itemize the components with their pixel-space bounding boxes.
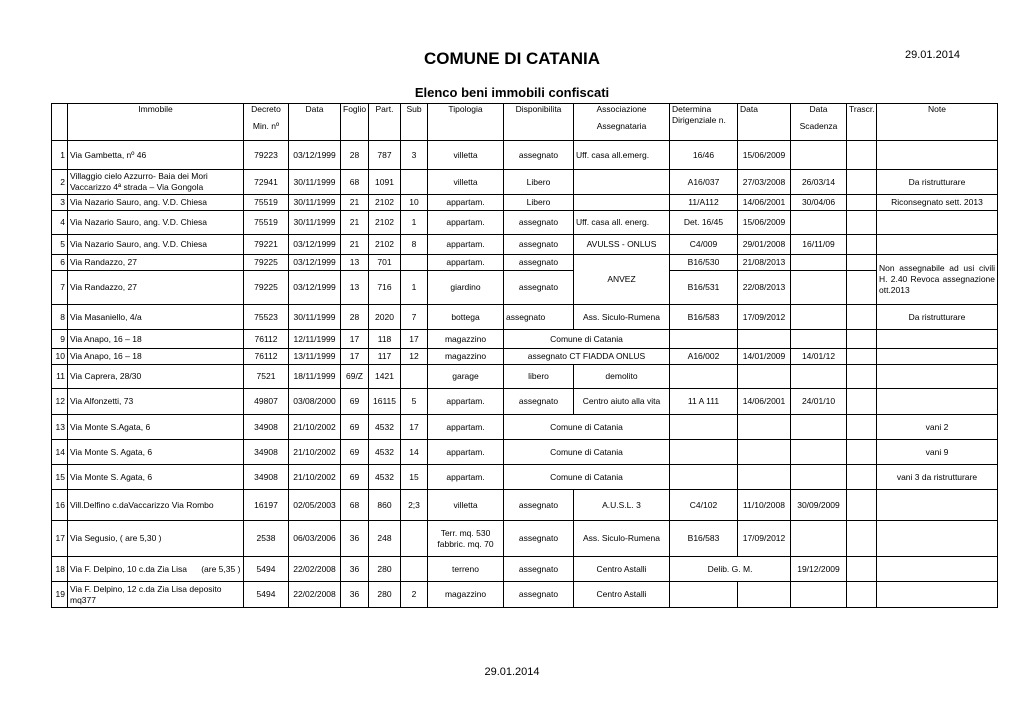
table-row: 10 Via Anapo, 16 – 18 76112 13/11/1999 17 117 12 magazzino assegnato CT FIADDA ONLUS A16/002 14/01/2009 14/01/12 xyxy=(52,349,998,365)
table-row: 19 Via F. Delpino, 12 c.da Zia Lisa deposito mq377 5494 22/02/2008 36 280 2 magazzino assegnato Centro Astalli xyxy=(52,582,998,608)
table-row: 16 Vill.Delfino c.daVaccarizzo Via Rombo 16197 02/05/2003 68 860 2;3 villetta assegnato A.U.S.L. 3 C4/102 11/10/2008 30/09/2009 xyxy=(52,490,998,521)
table-row: 7 Via Randazzo, 27 79225 03/12/1999 13 716 1 giardino assegnato B16/531 22/08/2013 xyxy=(52,271,998,305)
page-title: COMUNE DI CATANIA xyxy=(424,49,600,68)
col-associazione: Associazione Assegnataria xyxy=(574,104,670,141)
table-row: 15 Via Monte S. Agata, 6 34908 21/10/2002 69 4532 15 appartam. Comune di Catania vani 3 da ristrutturare xyxy=(52,465,998,490)
col-tipologia: Tipologia xyxy=(428,104,504,141)
table-row: 8 Via Masaniello, 4/a 75523 30/11/1999 28 2020 7 bottega assegnato Ass. Siculo-Rumena B16/583 17/09/2012 Da ristrutturare xyxy=(52,305,998,330)
properties-table xyxy=(51,103,998,608)
col-immobile: Immobile xyxy=(68,104,244,141)
table-row: 4 Via Nazario Sauro, ang. V.D. Chiesa 75519 30/11/1999 21 2102 1 appartam. assegnato Uff. casa all. energ. Det. 16/45 15/06/2009 xyxy=(52,211,998,235)
table-row: 13 Via Monte S.Agata, 6 34908 21/10/2002 69 4532 17 appartam. Comune di Catania vani 2 xyxy=(52,415,998,440)
table-row: 17 Via Segusio, ( are 5,30 ) 2538 06/03/2006 36 248 Terr. mq. 530 fabbric. mq. 70 assegnato Ass. Siculo-Rumena B16/583 17/09/2012 xyxy=(52,521,998,557)
col-data2: Data xyxy=(738,104,791,141)
table-header xyxy=(52,104,998,141)
col-part: Part. xyxy=(369,104,401,141)
col-determina: Determina Dirigenziale n. xyxy=(670,104,738,141)
table-row: 5 Via Nazario Sauro, ang. V.D. Chiesa 79221 03/12/1999 21 2102 8 appartam. assegnato AVULSS - ONLUS C4/009 29/01/2008 16/11/09 xyxy=(52,235,998,255)
table-row: 2 Villaggio cielo Azzurro- Baia dei Mori Vaccarizzo 4ª strada – Via Gongola 72941 30/11/1999 68 1091 villetta Libero A16/037 27/03/2008 26/03/14 Da ristrutturare xyxy=(52,170,998,195)
col-decreto: Decreto Min. nº xyxy=(244,104,289,141)
col-trascr: Trascr. xyxy=(847,104,877,141)
col-num xyxy=(52,104,68,141)
col-foglio: Foglio xyxy=(341,104,369,141)
table-row: 9 Via Anapo, 16 – 18 76112 12/11/1999 17 118 17 magazzino Comune di Catania xyxy=(52,330,998,349)
footer-date: 29.01.2014 xyxy=(484,666,540,678)
table-row: 11 Via Caprera, 28/30 7521 18/11/1999 69/Z 1421 garage libero demolito xyxy=(52,365,998,389)
col-note: Note xyxy=(877,104,998,141)
table-row: 1 Via Gambetta, nº 46 79223 03/12/1999 28 787 3 villetta assegnato Uff. casa all.emerg. 16/46 15/06/2009 xyxy=(52,141,998,170)
table-row: 3 Via Nazario Sauro, ang. V.D. Chiesa 75519 30/11/1999 21 2102 10 appartam. Libero 11/A112 14/06/2001 30/04/06 Riconsegnato sett. 2013 xyxy=(52,195,998,211)
table-row: 14 Via Monte S. Agata, 6 34908 21/10/2002 69 4532 14 appartam. Comune di Catania vani 9 xyxy=(52,440,998,465)
table-row: 18 Via F. Delpino, 10 c.da Zia Lisa (are 5,35 ) 5494 22/02/2008 36 280 terreno assegnato Centro Astalli Delib. G. M. 19/12/2009 xyxy=(52,557,998,582)
table-row: 12 Via Alfonzetti, 73 49807 03/08/2000 69 16115 5 appartam. assegnato Centro aiuto alla vita 11 A 111 14/06/2001 24/01/10 xyxy=(52,389,998,415)
col-scadenza: Data Scadenza xyxy=(791,104,847,141)
col-disponibilita: Disponibilita xyxy=(504,104,574,141)
table-body xyxy=(52,141,998,608)
col-sub: Sub xyxy=(401,104,428,141)
col-data: Data xyxy=(289,104,341,141)
table-row: 6 Via Randazzo, 27 79225 03/12/1999 13 701 appartam. assegnato ANVEZ B16/530 21/08/2013 Non assegnabile ad usi civili H. 2.40 Revoca assegnazione ott.2013 xyxy=(52,255,998,271)
page-subtitle: Elenco beni immobili confiscati xyxy=(414,85,610,100)
header-date: 29.01.2014 xyxy=(905,49,961,61)
